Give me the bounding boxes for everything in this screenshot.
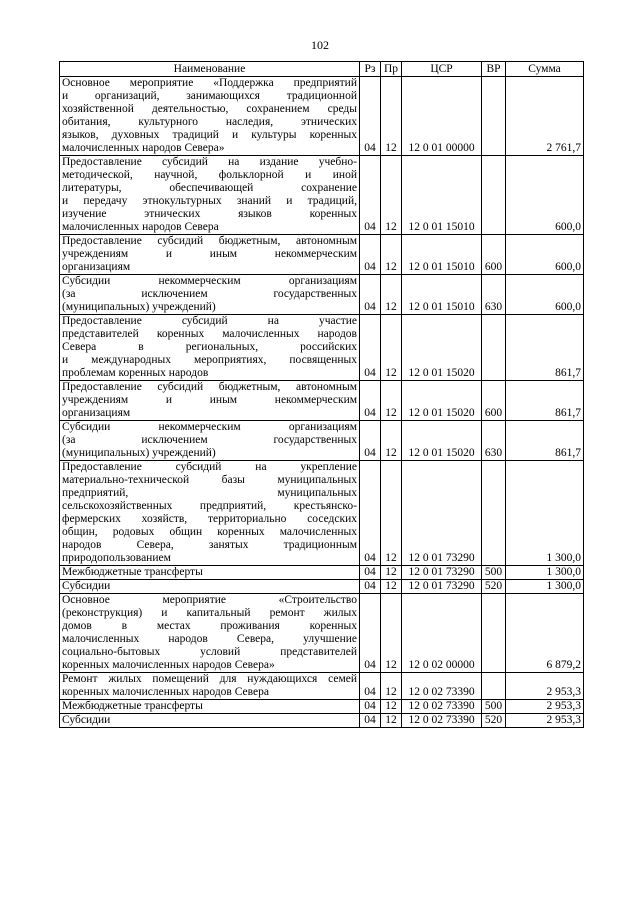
row-name-line: Межбюджетные трансферты	[62, 700, 203, 712]
row-pr: 12	[381, 594, 402, 673]
row-name-line: учреждениям и иным некоммерческим	[62, 394, 357, 406]
row-name-line: фермерских хозяйств, территориально соседских	[62, 513, 357, 525]
row-name	[60, 566, 360, 580]
table-row	[60, 673, 584, 700]
row-name-line: и организаций, занимающихся традиционной	[62, 90, 357, 102]
row-sum: 2 953,3	[506, 714, 584, 728]
row-sum: 2 953,3	[506, 700, 584, 714]
row-name	[60, 235, 360, 275]
row-sum: 600,0	[506, 156, 584, 235]
table-header-row	[60, 62, 584, 77]
row-csr: 12 0 02 73390	[402, 673, 482, 700]
row-name	[60, 714, 360, 728]
table-row	[60, 594, 584, 673]
row-sum: 2 761,7	[506, 77, 584, 156]
row-name-line: народов Севера, занятых традиционным	[62, 539, 357, 551]
row-pr: 12	[381, 700, 402, 714]
row-name-line: организациям	[62, 407, 131, 419]
row-pr: 12	[381, 381, 402, 421]
row-rz: 04	[360, 461, 381, 566]
row-vr: 600	[482, 381, 506, 421]
row-name-line: социально-бытовых условий представителей	[62, 646, 357, 658]
row-name-line: литературы, обеспечивающей сохранение	[62, 182, 357, 194]
row-rz: 04	[360, 421, 381, 461]
row-name	[60, 580, 360, 594]
row-vr	[482, 594, 506, 673]
row-name-line: (муниципальных) учреждений)	[62, 301, 216, 313]
row-vr	[482, 461, 506, 566]
row-name-line: Предоставление субсидий бюджетным, автономным	[62, 381, 357, 393]
row-vr	[482, 77, 506, 156]
row-name-line: (за исключением государственных	[62, 434, 357, 446]
row-name-line: Предоставление субсидий на укрепление	[62, 461, 357, 473]
row-name-line: (за исключением государственных	[62, 288, 357, 300]
row-name-line: Предоставление субсидий бюджетным, автономным	[62, 235, 357, 247]
row-name-line: малочисленных народов Севера»	[62, 142, 225, 154]
row-name-line: (муниципальных) учреждений)	[62, 447, 216, 459]
row-pr: 12	[381, 580, 402, 594]
table-row	[60, 421, 584, 461]
table-body	[60, 77, 584, 728]
row-sum: 861,7	[506, 315, 584, 381]
row-name-line: Субсидии	[62, 714, 111, 726]
row-csr: 12 0 01 15010	[402, 275, 482, 315]
row-name-line: представителей коренных малочисленных народов	[62, 328, 357, 340]
header-rz: Рз	[360, 62, 381, 77]
row-name-line: обитания, культурного наследия, этнических	[62, 116, 357, 128]
row-name-line: природопользованием	[62, 552, 171, 564]
row-name-line: Основное мероприятие «Поддержка предприятий	[62, 77, 357, 89]
row-rz: 04	[360, 580, 381, 594]
row-name	[60, 700, 360, 714]
row-csr: 12 0 01 15020	[402, 315, 482, 381]
row-vr	[482, 156, 506, 235]
row-name-line: материально-технической базы муниципальных	[62, 474, 357, 486]
row-pr: 12	[381, 275, 402, 315]
row-name-line: общин, родовых общин коренных малочисленных	[62, 526, 357, 538]
row-pr: 12	[381, 315, 402, 381]
row-csr: 12 0 01 00000	[402, 77, 482, 156]
row-name-line: проблемам коренных народов	[62, 367, 209, 379]
table-row	[60, 235, 584, 275]
header-csr: ЦСР	[402, 62, 482, 77]
row-name-line: предприятий, муниципальных	[62, 487, 357, 499]
header-vr: ВР	[482, 62, 506, 77]
table-row	[60, 381, 584, 421]
row-name-line: Предоставление субсидий на участие	[62, 315, 357, 327]
row-name-line: организациям	[62, 261, 131, 273]
row-name-line: и международных мероприятиях, посвященных	[62, 354, 357, 366]
row-vr: 520	[482, 714, 506, 728]
row-name-line: хозяйственной деятельностью, сохранением среды	[62, 103, 357, 115]
row-csr: 12 0 01 15020	[402, 381, 482, 421]
row-name-line: Основное мероприятие «Строительство	[62, 594, 357, 606]
row-pr: 12	[381, 77, 402, 156]
row-name	[60, 77, 360, 156]
table-row	[60, 315, 584, 381]
row-rz: 04	[360, 235, 381, 275]
table-row	[60, 566, 584, 580]
row-name-line: Субсидии	[62, 580, 111, 592]
row-name-line: языков, духовных традиций и культуры коренных	[62, 129, 357, 141]
row-name	[60, 315, 360, 381]
row-name-line: методической, научной, фольклорной и иной	[62, 169, 357, 181]
row-csr: 12 0 01 15020	[402, 421, 482, 461]
row-sum: 2 953,3	[506, 673, 584, 700]
row-name	[60, 381, 360, 421]
row-rz: 04	[360, 700, 381, 714]
row-csr: 12 0 01 73290	[402, 461, 482, 566]
row-vr: 630	[482, 275, 506, 315]
row-pr: 12	[381, 714, 402, 728]
row-pr: 12	[381, 461, 402, 566]
row-name-line: учреждениям и иным некоммерческим	[62, 248, 357, 260]
table-row	[60, 461, 584, 566]
row-sum: 6 879,2	[506, 594, 584, 673]
row-name-line: сельскохозяйственных предприятий, крестьянско-	[62, 500, 357, 512]
row-vr: 500	[482, 566, 506, 580]
row-sum: 600,0	[506, 235, 584, 275]
row-csr: 12 0 01 15010	[402, 235, 482, 275]
row-vr: 520	[482, 580, 506, 594]
row-pr: 12	[381, 156, 402, 235]
row-rz: 04	[360, 673, 381, 700]
row-name-line: изучение этнических языков коренных	[62, 208, 357, 220]
row-name-line: коренных малочисленных народов Севера»	[62, 659, 275, 671]
row-csr: 12 0 01 73290	[402, 566, 482, 580]
row-csr: 12 0 02 00000	[402, 594, 482, 673]
row-pr: 12	[381, 566, 402, 580]
table-row	[60, 275, 584, 315]
row-vr	[482, 673, 506, 700]
table-row	[60, 156, 584, 235]
row-rz: 04	[360, 77, 381, 156]
row-pr: 12	[381, 673, 402, 700]
table-row	[60, 714, 584, 728]
row-rz: 04	[360, 594, 381, 673]
row-csr: 12 0 01 15010	[402, 156, 482, 235]
header-sum: Сумма	[506, 62, 584, 77]
row-vr: 500	[482, 700, 506, 714]
row-name-line: Предоставление субсидий на издание учебно-	[62, 156, 357, 168]
row-name-line: и передачу этнокультурных знаний и традиций,	[62, 195, 357, 207]
row-pr: 12	[381, 235, 402, 275]
row-name-line: коренных малочисленных народов Севера	[62, 686, 269, 698]
row-name	[60, 594, 360, 673]
row-sum: 1 300,0	[506, 580, 584, 594]
row-rz: 04	[360, 381, 381, 421]
row-name	[60, 461, 360, 566]
row-name-line: Субсидии некоммерческим организациям	[62, 421, 357, 433]
row-name-line: домов в местах проживания коренных	[62, 620, 357, 632]
header-name: Наименование	[60, 62, 360, 77]
row-name-line: Ремонт жилых помещений для нуждающихся семей	[62, 673, 357, 685]
row-vr	[482, 315, 506, 381]
row-rz: 04	[360, 156, 381, 235]
table-row	[60, 77, 584, 156]
row-rz: 04	[360, 315, 381, 381]
row-csr: 12 0 02 73390	[402, 714, 482, 728]
row-name	[60, 421, 360, 461]
row-rz: 04	[360, 275, 381, 315]
row-name	[60, 275, 360, 315]
row-sum: 600,0	[506, 275, 584, 315]
row-sum: 1 300,0	[506, 566, 584, 580]
page-number: 102	[311, 38, 329, 52]
table-row	[60, 580, 584, 594]
row-name	[60, 673, 360, 700]
row-rz: 04	[360, 714, 381, 728]
row-name-line: Субсидии некоммерческим организациям	[62, 275, 357, 287]
table-row	[60, 700, 584, 714]
row-rz: 04	[360, 566, 381, 580]
row-vr: 630	[482, 421, 506, 461]
row-name	[60, 156, 360, 235]
row-name-line: малочисленных народов Севера, улучшение	[62, 633, 357, 645]
row-vr: 600	[482, 235, 506, 275]
row-csr: 12 0 01 73290	[402, 580, 482, 594]
row-name-line: малочисленных народов Севера	[62, 221, 219, 233]
row-sum: 1 300,0	[506, 461, 584, 566]
budget-table	[59, 61, 584, 728]
row-name-line: Севера в региональных, российских	[62, 341, 357, 353]
row-sum: 861,7	[506, 381, 584, 421]
row-name-line: Межбюджетные трансферты	[62, 566, 203, 578]
row-csr: 12 0 02 73390	[402, 700, 482, 714]
row-sum: 861,7	[506, 421, 584, 461]
row-name-line: (реконструкция) и капитальный ремонт жилых	[62, 607, 357, 619]
row-pr: 12	[381, 421, 402, 461]
header-pr: Пр	[381, 62, 402, 77]
